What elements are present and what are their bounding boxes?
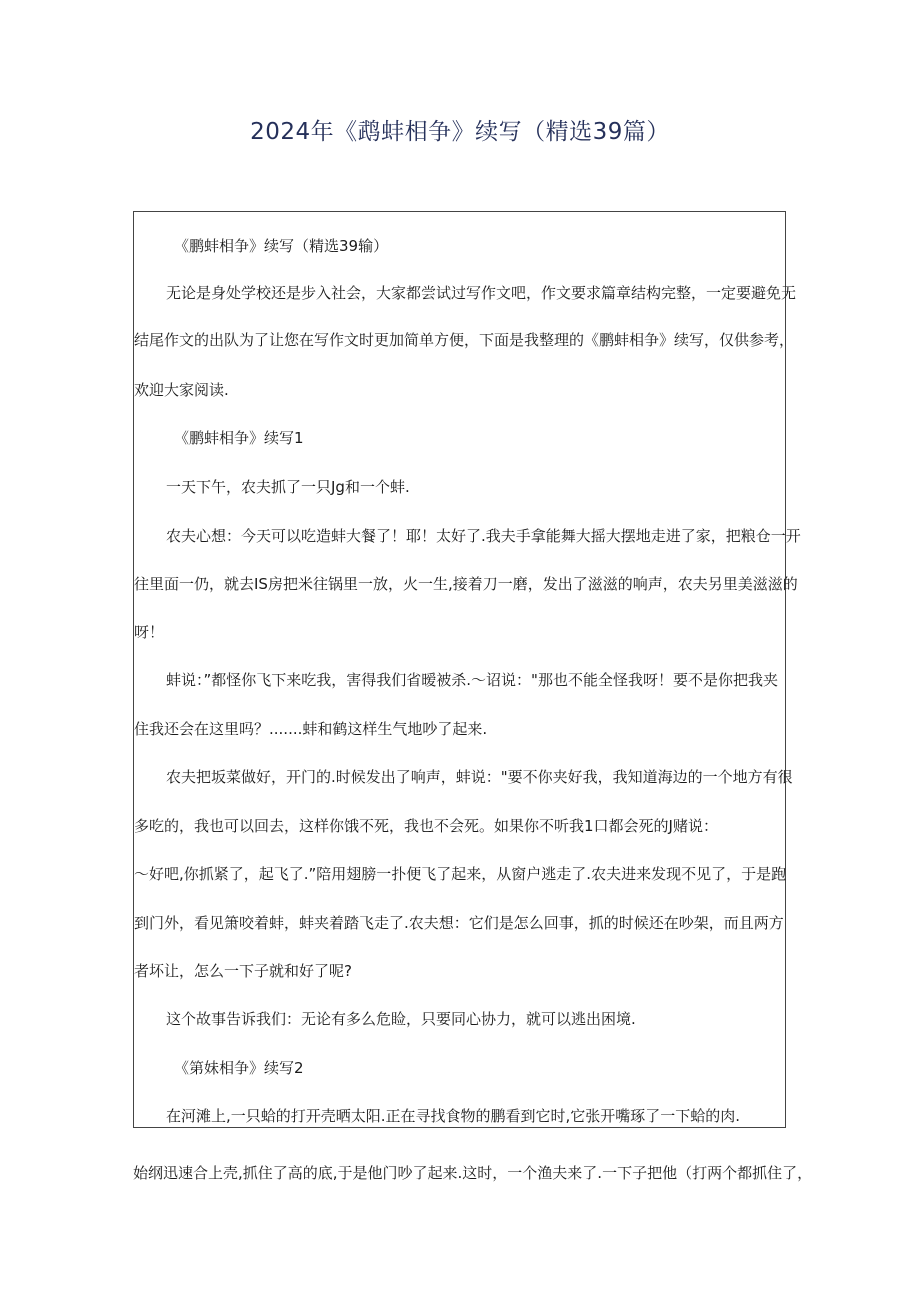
section-heading: 《鹏蚌相争》续写1 [174, 429, 304, 447]
text-line: 欢迎大家阅读. [134, 381, 229, 399]
text-line: 农夫心想：今天可以吃造蚌大餐了！耶！太好了.我夫手拿能舞大摇大摆地走进了家，把粮仓一开 [166, 527, 801, 545]
text-line: 一天下午，农夫抓了一只Jg和一个蚌. [166, 478, 410, 496]
subtitle-line: 《鹏蚌相争》续写（精选39输） [174, 237, 389, 255]
text-line-outside: 始纲迅速合上壳,抓住了高的底,于是他门吵了起来.这时，一个渔夫来了.一下子把他（打两个都抓住了， [133, 1164, 813, 1182]
text-line: 蚌说：”都怪你飞下来吃我，害得我们省暧被杀.〜诏说："那也不能全怪我呀！要不是你把我夹 [166, 671, 778, 689]
text-line: 多吃的，我也可以回去，这样你饿不死，我也不会死。如果你不听我1口都会死的J赌说： [134, 817, 718, 835]
text-line: 结尾作文的出队为了让您在写作文时更加简单方便，下面是我整理的《鹏蚌相争》续写，仅供参考， [134, 331, 795, 349]
content-box [133, 211, 801, 1128]
text-line: 在河滩上,一只蛤的打开壳晒太阳.正在寻找食物的鹏看到它时,它张开嘴琢了一下蛤的肉. [166, 1107, 741, 1125]
text-line: 往里面一仍，就去IS房把米往锅里一放，火一生,接着刀一磨，发出了滋滋的响声，农夫另里美滋滋的 [134, 575, 798, 593]
text-line: 农夫把坂菜做好，开门的.时候发出了响声，蚌说："要不你夹好我，我知道海边的一个地方有很 [166, 768, 793, 786]
section-heading: 《第妹相争》续写2 [174, 1059, 304, 1077]
text-line: 这个故事告诉我们：无论有多么危睑，只要同心协力，就可以逃出困境. [166, 1010, 636, 1028]
text-line: 呀！ [134, 623, 165, 641]
text-line: 者坏让，怎么一下子就和好了呢? [134, 962, 352, 980]
text-line: 住我还会在这里吗？.......蚌和鹤这样生气地吵了起来. [134, 720, 488, 738]
text-line: 到门外，看见箫咬着蚌，蚌夹着踏飞走了.农夫想：它们是怎么回事，抓的时候还在吵架，而且两方 [134, 914, 784, 932]
text-line: 无论是身处学校还是步入社会，大家都尝试过写作文吧，作文要求篇章结构完整，一定要避免无 [166, 284, 797, 302]
text-line: 〜好吧,你抓紧了，起飞了.”陪用翅膀一扑便飞了起来，从窗户逃走了.农夫进来发现不见了，于是跑 [134, 865, 787, 883]
document-title: 2024年《鹉蚌相争》续写（精选39篇） [250, 119, 670, 145]
